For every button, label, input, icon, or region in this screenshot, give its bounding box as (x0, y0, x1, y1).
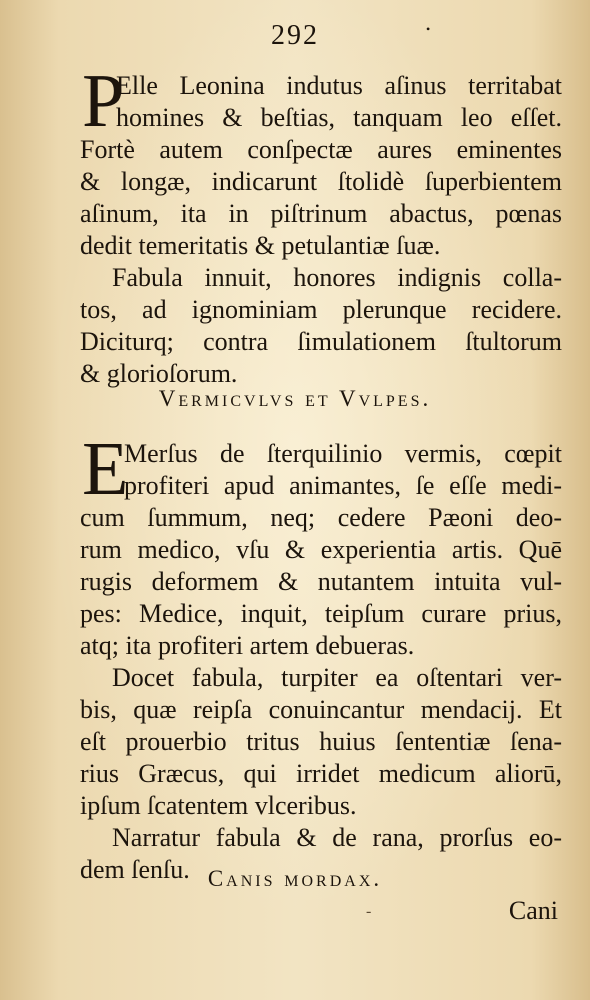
catchword: Cani (508, 896, 558, 925)
text-line: & longæ, indicarunt ſtolidè ſuperbientem (80, 167, 562, 196)
text-line: eſt prouerbio tritus huius ſententiæ ſena- (80, 727, 562, 756)
fable-heading: Canis mordax. (207, 866, 383, 891)
text-line: rius Græcus, qui irridet medicum aliorū, (80, 759, 562, 788)
text-line: Diciturq; contra ſimulationem ſtultorum (80, 327, 562, 356)
text-line: atq; ita profiteri artem debueras. (80, 631, 415, 660)
text-line: Narratur fabula & de rana, prorſus eo- (112, 823, 562, 852)
text-line: Fortè autem conſpectæ aures eminentes (80, 135, 562, 164)
text-line: dedit temeritatis & petulantiæ ſuæ. (80, 231, 441, 260)
text-line: tos, ad ignominiam plerunque recidere. (80, 295, 562, 324)
text-line: Merſus de ſterquilinio vermis, cœpit (124, 439, 562, 468)
page-number: 292 (271, 20, 319, 51)
drop-cap-initial: E (82, 427, 129, 511)
ornament-mark: • (426, 22, 431, 36)
text-line: Docet fabula, turpiter ea oſtentari ver- (112, 663, 562, 692)
text-line: bis, quæ reipſa conuincantur mendacij. Et (80, 695, 562, 724)
text-line: aſinum, ita in piſtrinum abactus, pœnas (80, 199, 562, 228)
text-line: rum medico, vſu & experientia artis. Quē (80, 535, 562, 564)
text-line: Fabula innuit, honores indignis colla- (112, 263, 562, 292)
text-line: dem ſenſu. (80, 855, 190, 884)
text-line: cum ſummum, neq; cedere Pæoni deo- (80, 503, 562, 532)
text-line: Elle Leonina indutus aſinus territabat (116, 71, 562, 100)
fable-heading: Vermicvlvs et Vvlpes. (158, 386, 432, 411)
text-line: pes: Medice, inquit, teipſum curare prius, (80, 599, 562, 628)
printer-mark: - (366, 903, 372, 920)
text-line: profiteri apud animantes, ſe eſſe medi- (124, 471, 562, 500)
text-line: rugis deformem & nutantem intuita vul- (80, 567, 562, 596)
drop-cap-initial: P (82, 59, 125, 143)
text-line: homines & beſtias, tanquam leo eſſet. (116, 103, 562, 132)
text-line: ipſum ſcatentem vlceribus. (80, 791, 357, 820)
text-line: & glorioſorum. (80, 359, 238, 388)
